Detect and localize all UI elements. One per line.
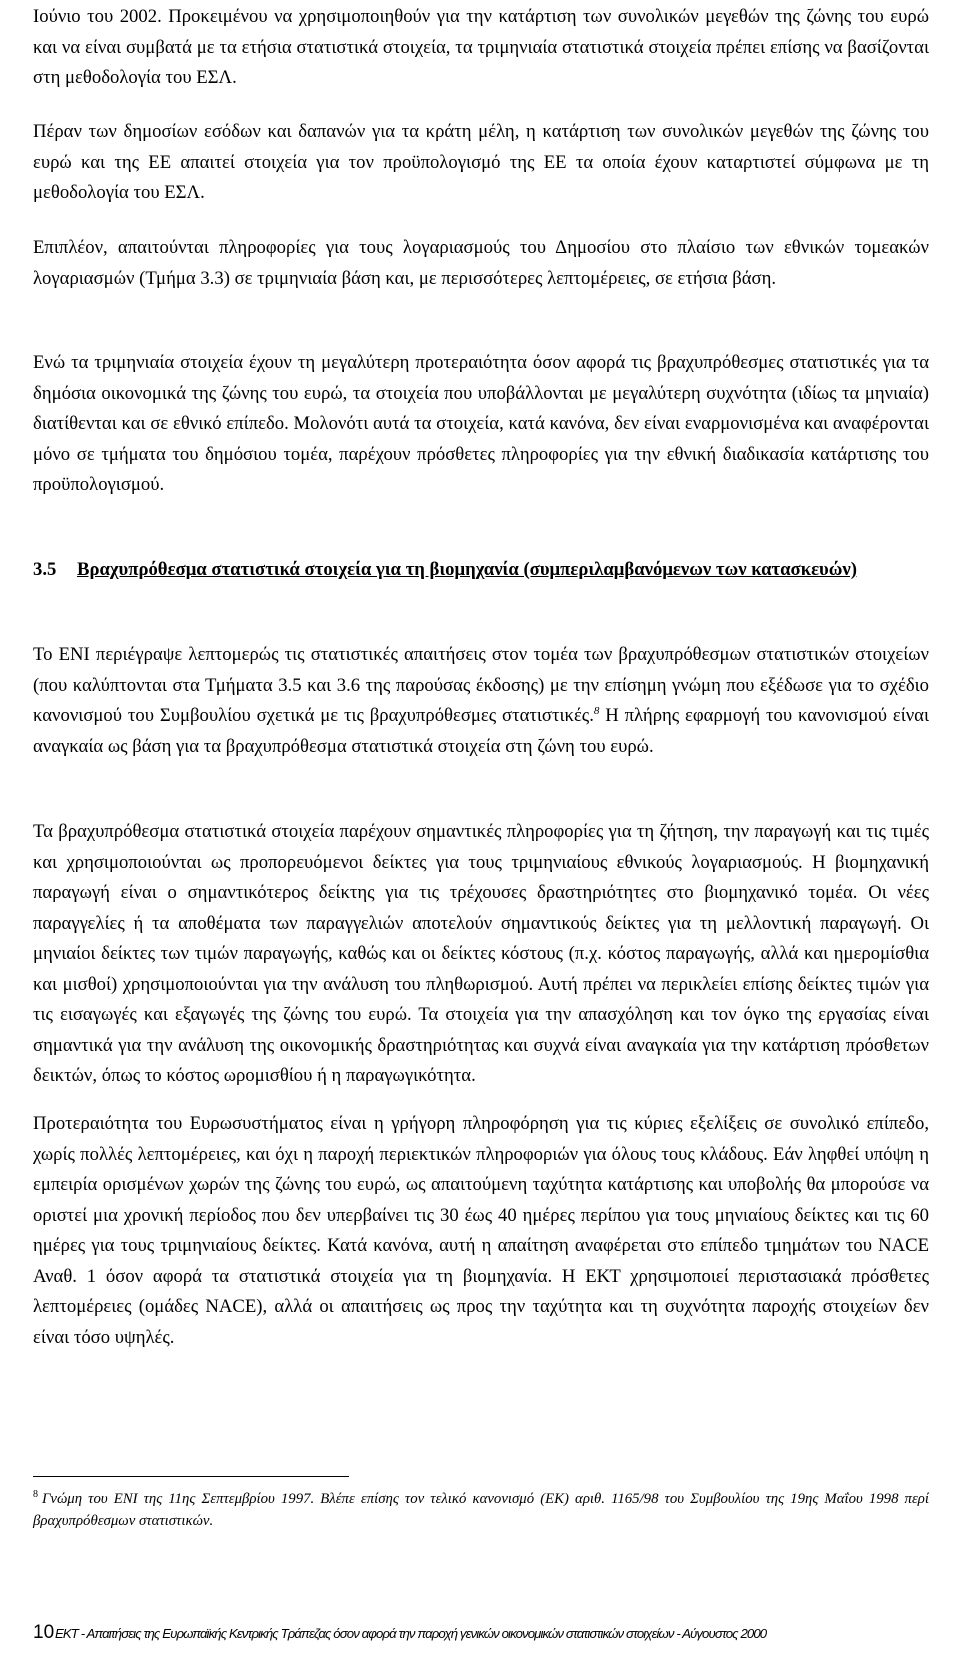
footnote-divider [33, 1476, 349, 1477]
paragraph-eu-budget: Πέραν των δημοσίων εσόδων και δαπανών για τα κράτη μέλη, η κατάρτιση των συνολικών μεγεθών της ζώνης του ευρώ και της ΕΕ απαιτεί στοιχεία για τον προϋπολογισμό της ΕΕ τα οποία έχουν καταρτιστεί σύμφωνα με τη μεθοδολογία του ΕΣΛ. [33, 121, 929, 203]
paragraph-continued: Ιούνιο του 2002. Προκειμένου να χρησιμοποιηθούν για την κατάρτιση των συνολικών μεγεθών της ζώνης του ευρώ και να είναι συμβατά με τα ετήσια στατιστικά στοιχεία, τα τριμηνιαία στατιστικά στοιχεία πρέπει επίσης να βασίζονται στη μεθοδολογία του ΕΣΛ. [33, 6, 929, 88]
paragraph-government-accounts: Επιπλέον, απαιτούνται πληροφορίες για τους λογαριασμούς του Δημοσίου στο πλαίσιο των εθνικών τομεακών λογαριασμών (Τμήμα 3.3) σε τριμηνιαία βάση και, με περισσότερες λεπτομέρειες, σε ετήσια βάση. [33, 237, 929, 289]
paragraph-eurosystem-priority: Προτεραιότητα του Ευρωσυστήματος είναι η γρήγορη πληροφόρηση για τις κύριες εξελίξεις σε συνολικό επίπεδο, χωρίς πολλές λεπτομέρειες, και όχι η παροχή περιεκτικών πληροφοριών για όλους τους κλάδους. Εάν ληφθεί υπόψη η εμπειρία ορισμένων χωρών της ζώνης του ευρώ, ως απαιτούμενη ταχύτητα κατάρτισης και υποβολής θα μπορούσε να οριστεί μια χρονική περίοδος που δεν υπερβαίνει τις 30 έως 40 ημέρες περίπου για τους μηνιαίους δείκτες και τις 60 ημέρες για τους τριμηνιαίους δείκτες. Κατά κανόνα, αυτή η απαίτηση αναφέρεται στο επίπεδο τμημάτων του NACE Αναθ. 1 όσον αφορά τα στατιστικά στοιχεία για τη βιομηχανία. Η ΕΚΤ χρησιμοποιεί περιστασιακά πρόσθετες λεπτομέρειες (ομάδες NACE), αλλά οι απαιτήσεις ως προς την ταχύτητα και τη συχνότητα παροχής στοιχείων δεν είναι τόσο υψηλές. [33, 1113, 929, 1348]
paragraph-emi-opinion-text: Το ΕΝΙ περιέγραψε λεπτομερώς τις στατιστικές απαιτήσεις στον τομέα των βραχυπρόθεσμων στατιστικών στοιχείων (που καλύπτονται στα Τμήματα 3.5 και 3.6 της παρούσας έκδοσης) με την επίσημη γνώμη που εξέδωσε για το σχέδιο κανονισμού του Συμβουλίου σχετικά με τις βραχυπρόθεσμες στατιστικές. [33, 644, 929, 726]
page-footer [33, 1621, 929, 1651]
paragraph-emi-opinion [33, 640, 929, 762]
footnote [33, 1488, 929, 1532]
footnote-text: Γνώμη του ΕΝΙ της 11ης Σεπτεμβρίου 1997. Βλέπε επίσης τον τελικό κανονισμό (ΕΚ) αριθ. 1165/98 του Συμβουλίου της 19ης Μαΐου 1998 περί βραχυπρόθεσμων στατιστικών. [33, 1491, 929, 1529]
running-title: ΕΚΤ - Απαιτήσεις της Ευρωπαϊκής Κεντρικής Τράπεζας όσον αφορά την παροχή γενικών οικονομικών στατιστικών στοιχείων - Αύγουστος 2000 [55, 1626, 767, 1641]
footnote-reference[interactable]: 8 [593, 704, 600, 717]
section-heading [33, 555, 929, 586]
page-number: 10 [33, 1622, 55, 1643]
document-page [33, 0, 929, 1664]
section-title-wrap [77, 555, 929, 586]
paragraph-short-term-indicators: Τα βραχυπρόθεσμα στατιστικά στοιχεία παρέχουν σημαντικές πληροφορίες για τη ζήτηση, την παραγωγή και τις τιμές και χρησιμοποιούνται ως προπορευόμενοι δείκτες για τους τριμηνιαίους εθνικούς λογαριασμούς. Η βιομηχανική παραγωγή είναι ο σημαντικότερος δείκτης για τις τρέχουσες δραστηριότητες στο βιομηχανικό τομέα. Οι νέες παραγγελίες ή τα αποθέματα των παραγγελιών αποτελούν σημαντικούς δείκτες για τη μελλοντική παραγωγή. Οι μηνιαίοι δείκτες των τιμών παραγωγής, καθώς και οι δείκτες κόστους (π.χ. κόστος παραγωγής, αλλά και ημερομίσθια και μισθοί) χρησιμοποιούνται για την ανάλυση του πληθωρισμού. Αυτή πρέπει να περικλείει επίσης δείκτες τιμών για τις εισαγωγές και εξαγωγές της ζώνης του ευρώ. Τα στοιχεία για την απασχόληση και τον όγκο της εργασίας είναι σημαντικά για την ανάλυση της οικονομικής δραστηριότητας και συχνά είναι αναγκαία για την κατάρτιση πρόσθετων δεικτών, όπως το κόστος ωρομισθίου ή η παραγωγικότητα. [33, 821, 929, 1086]
footnote-number: 8 [33, 1489, 38, 1501]
section-title: Βραχυπρόθεσμα στατιστικά στοιχεία για τη βιομηχανία (συμπεριλαμβανόμενων των κατασκευών) [77, 559, 857, 580]
section-number: 3.5 [33, 559, 57, 580]
paragraph-monthly-data: Ενώ τα τριμηνιαία στοιχεία έχουν τη μεγαλύτερη προτεραιότητα όσον αφορά τις βραχυπρόθεσμες στατιστικές για τα δημόσια οικονομικά της ζώνης του ευρώ, τα στοιχεία που υποβάλλονται με μεγαλύτερη συχνότητα (ιδίως τα μηνιαία) διατίθενται και σε εθνικό επίπεδο. Μολονότι αυτά τα στοιχεία, κατά κανόνα, δεν είναι εναρμονισμένα και αναφέρονται μόνο σε τμήματα του δημόσιου τομέα, παρέχουν πρόσθετες πληροφορίες για την εθνική διαδικασία κατάρτισης του προϋπολογισμού. [33, 352, 929, 495]
paragraph-emi-opinion-text-cont: Η πλήρης εφαρμογή του κανονισμού είναι αναγκαία ως βάση για τα βραχυπρόθεσμα στατιστικά στοιχεία στη ζώνη του ευρώ. [33, 705, 929, 757]
